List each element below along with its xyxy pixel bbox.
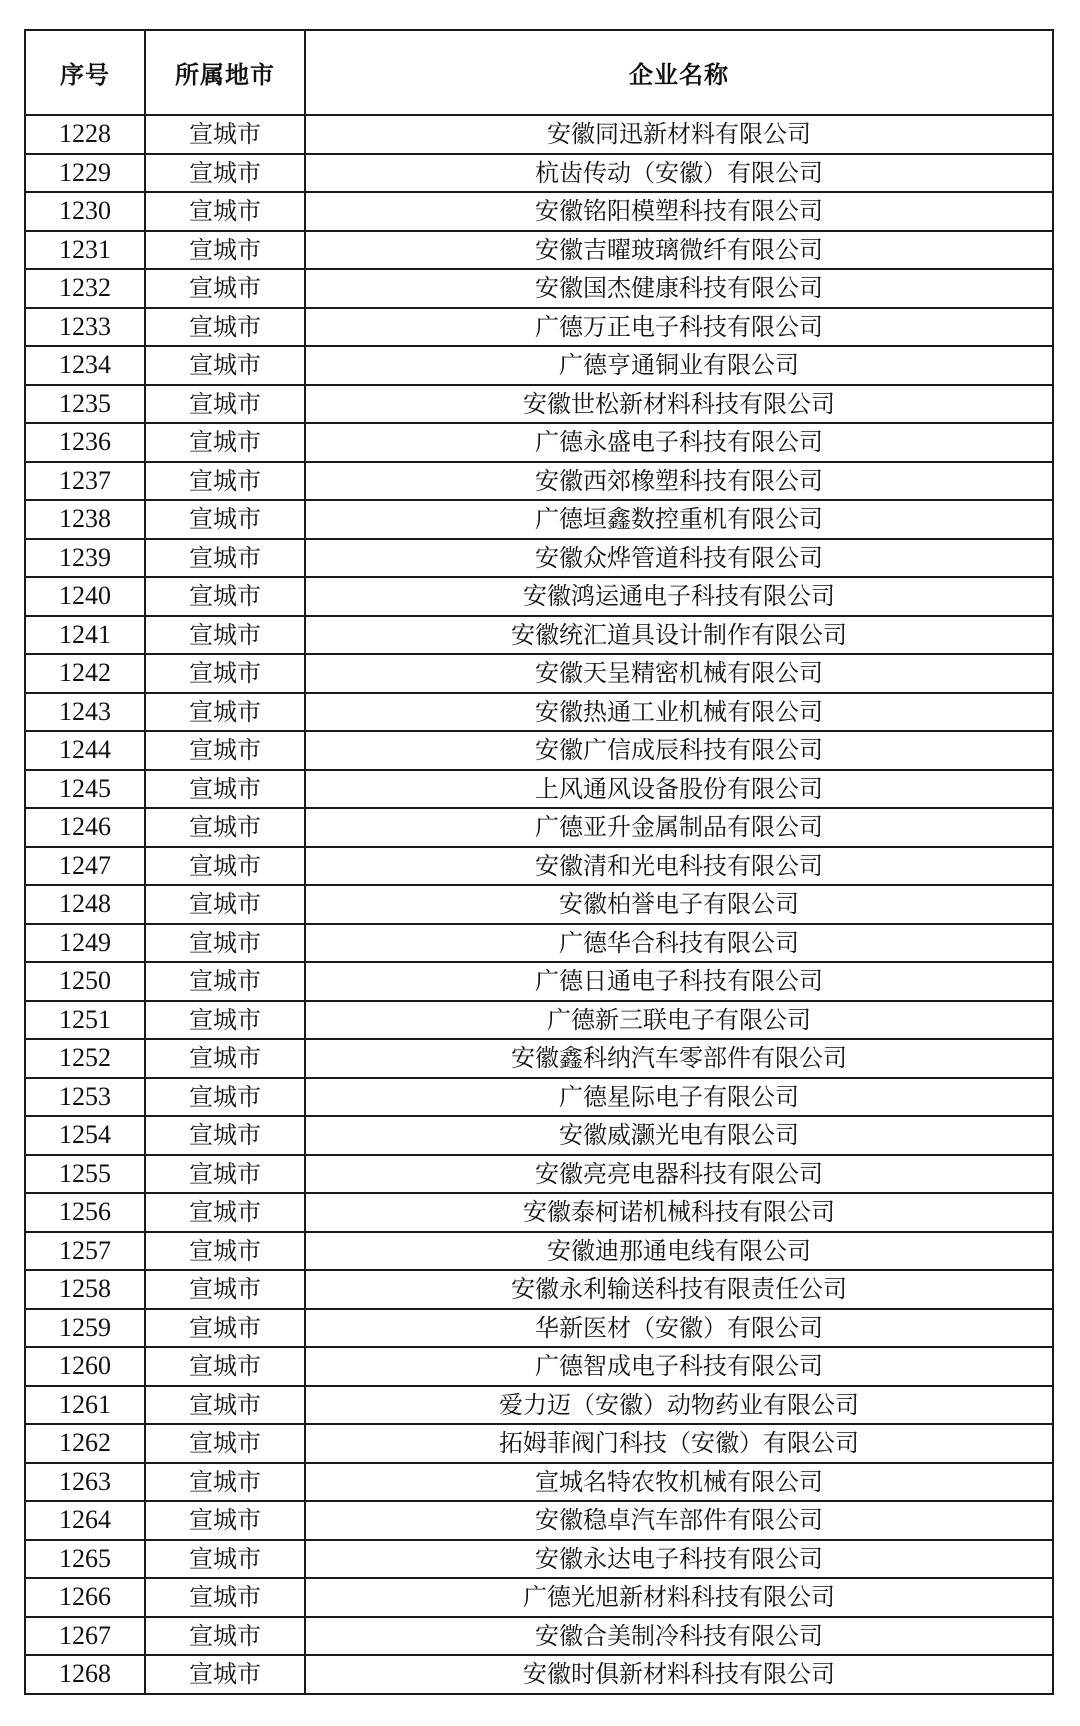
cell-city: 宣城市 xyxy=(145,847,305,886)
table-row xyxy=(25,115,1053,154)
cell-company-name: 安徽国杰健康科技有限公司 xyxy=(305,269,1053,308)
cell-serial-number: 1256 xyxy=(25,1193,145,1232)
cell-city: 宣城市 xyxy=(145,1193,305,1232)
cell-city: 宣城市 xyxy=(145,924,305,963)
cell-city: 宣城市 xyxy=(145,115,305,154)
cell-city: 宣城市 xyxy=(145,654,305,693)
cell-city: 宣城市 xyxy=(145,1155,305,1194)
table-row xyxy=(25,539,1053,578)
table-header xyxy=(25,30,1053,115)
cell-company-name: 广德光旭新材料科技有限公司 xyxy=(305,1578,1053,1617)
cell-company-name: 宣城名特农牧机械有限公司 xyxy=(305,1463,1053,1502)
cell-company-name: 安徽天呈精密机械有限公司 xyxy=(305,654,1053,693)
cell-serial-number: 1233 xyxy=(25,308,145,347)
cell-company-name: 安徽热通工业机械有限公司 xyxy=(305,693,1053,732)
table-row xyxy=(25,1309,1053,1348)
cell-serial-number: 1246 xyxy=(25,808,145,847)
table-row xyxy=(25,1424,1053,1463)
table-row xyxy=(25,731,1053,770)
cell-city: 宣城市 xyxy=(145,346,305,385)
cell-city: 宣城市 xyxy=(145,539,305,578)
table-row xyxy=(25,1617,1053,1656)
cell-city: 宣城市 xyxy=(145,770,305,809)
table-row xyxy=(25,924,1053,963)
cell-company-name: 安徽时俱新材料科技有限公司 xyxy=(305,1655,1053,1694)
cell-city: 宣城市 xyxy=(145,1501,305,1540)
cell-company-name: 爱力迈（安徽）动物药业有限公司 xyxy=(305,1386,1053,1425)
table-row xyxy=(25,962,1053,1001)
cell-company-name: 安徽威灏光电有限公司 xyxy=(305,1116,1053,1155)
cell-company-name: 上风通风设备股份有限公司 xyxy=(305,770,1053,809)
cell-city: 宣城市 xyxy=(145,1039,305,1078)
cell-serial-number: 1245 xyxy=(25,770,145,809)
cell-serial-number: 1258 xyxy=(25,1270,145,1309)
cell-city: 宣城市 xyxy=(145,1578,305,1617)
table-row xyxy=(25,616,1053,655)
table-row xyxy=(25,1501,1053,1540)
cell-city: 宣城市 xyxy=(145,1309,305,1348)
cell-company-name: 安徽清和光电科技有限公司 xyxy=(305,847,1053,886)
cell-company-name: 安徽合美制冷科技有限公司 xyxy=(305,1617,1053,1656)
table-row xyxy=(25,1270,1053,1309)
cell-company-name: 广德新三联电子有限公司 xyxy=(305,1001,1053,1040)
cell-serial-number: 1238 xyxy=(25,500,145,539)
table-row xyxy=(25,1078,1053,1117)
cell-serial-number: 1251 xyxy=(25,1001,145,1040)
cell-city: 宣城市 xyxy=(145,385,305,424)
table-row xyxy=(25,154,1053,193)
cell-city: 宣城市 xyxy=(145,885,305,924)
cell-serial-number: 1248 xyxy=(25,885,145,924)
cell-company-name: 安徽鸿运通电子科技有限公司 xyxy=(305,577,1053,616)
table-row xyxy=(25,500,1053,539)
cell-company-name: 华新医材（安徽）有限公司 xyxy=(305,1309,1053,1348)
cell-company-name: 安徽亮亮电器科技有限公司 xyxy=(305,1155,1053,1194)
cell-serial-number: 1250 xyxy=(25,962,145,1001)
cell-city: 宣城市 xyxy=(145,1540,305,1579)
cell-serial-number: 1240 xyxy=(25,577,145,616)
cell-city: 宣城市 xyxy=(145,693,305,732)
cell-serial-number: 1253 xyxy=(25,1078,145,1117)
cell-serial-number: 1261 xyxy=(25,1386,145,1425)
table-row xyxy=(25,1386,1053,1425)
cell-city: 宣城市 xyxy=(145,1347,305,1386)
cell-company-name: 广德亨通铜业有限公司 xyxy=(305,346,1053,385)
cell-city: 宣城市 xyxy=(145,731,305,770)
cell-city: 宣城市 xyxy=(145,1001,305,1040)
table-row xyxy=(25,1039,1053,1078)
table-row xyxy=(25,1655,1053,1694)
cell-city: 宣城市 xyxy=(145,1078,305,1117)
cell-city: 宣城市 xyxy=(145,1463,305,1502)
cell-company-name: 广德亚升金属制品有限公司 xyxy=(305,808,1053,847)
cell-serial-number: 1235 xyxy=(25,385,145,424)
cell-company-name: 安徽柏誉电子有限公司 xyxy=(305,885,1053,924)
cell-company-name: 广德星际电子有限公司 xyxy=(305,1078,1053,1117)
cell-company-name: 安徽众烨管道科技有限公司 xyxy=(305,539,1053,578)
cell-city: 宣城市 xyxy=(145,808,305,847)
cell-city: 宣城市 xyxy=(145,192,305,231)
enterprise-list-table xyxy=(24,29,1054,1695)
cell-serial-number: 1264 xyxy=(25,1501,145,1540)
table-row xyxy=(25,847,1053,886)
header-serial-number: 序号 xyxy=(25,30,145,115)
table-row xyxy=(25,462,1053,501)
cell-company-name: 广德智成电子科技有限公司 xyxy=(305,1347,1053,1386)
cell-company-name: 安徽广信成辰科技有限公司 xyxy=(305,731,1053,770)
cell-serial-number: 1230 xyxy=(25,192,145,231)
table-row xyxy=(25,654,1053,693)
cell-company-name: 广德垣鑫数控重机有限公司 xyxy=(305,500,1053,539)
cell-serial-number: 1232 xyxy=(25,269,145,308)
cell-company-name: 安徽铭阳模塑科技有限公司 xyxy=(305,192,1053,231)
cell-serial-number: 1241 xyxy=(25,616,145,655)
cell-city: 宣城市 xyxy=(145,1232,305,1271)
cell-city: 宣城市 xyxy=(145,1655,305,1694)
cell-serial-number: 1239 xyxy=(25,539,145,578)
table-row xyxy=(25,192,1053,231)
cell-serial-number: 1268 xyxy=(25,1655,145,1694)
cell-serial-number: 1260 xyxy=(25,1347,145,1386)
cell-city: 宣城市 xyxy=(145,1386,305,1425)
cell-serial-number: 1243 xyxy=(25,693,145,732)
cell-city: 宣城市 xyxy=(145,308,305,347)
cell-city: 宣城市 xyxy=(145,423,305,462)
cell-serial-number: 1254 xyxy=(25,1116,145,1155)
cell-city: 宣城市 xyxy=(145,616,305,655)
table-row xyxy=(25,577,1053,616)
table-row xyxy=(25,1540,1053,1579)
cell-company-name: 安徽迪那通电线有限公司 xyxy=(305,1232,1053,1271)
cell-city: 宣城市 xyxy=(145,1617,305,1656)
cell-company-name: 杭齿传动（安徽）有限公司 xyxy=(305,154,1053,193)
cell-company-name: 安徽世松新材料科技有限公司 xyxy=(305,385,1053,424)
cell-city: 宣城市 xyxy=(145,1116,305,1155)
cell-city: 宣城市 xyxy=(145,154,305,193)
cell-serial-number: 1242 xyxy=(25,654,145,693)
cell-city: 宣城市 xyxy=(145,500,305,539)
cell-city: 宣城市 xyxy=(145,1270,305,1309)
table-row xyxy=(25,693,1053,732)
cell-serial-number: 1259 xyxy=(25,1309,145,1348)
cell-company-name: 安徽西郊橡塑科技有限公司 xyxy=(305,462,1053,501)
cell-serial-number: 1255 xyxy=(25,1155,145,1194)
table-row xyxy=(25,231,1053,270)
header-company-name: 企业名称 xyxy=(305,30,1053,115)
cell-company-name: 安徽泰柯诺机械科技有限公司 xyxy=(305,1193,1053,1232)
table-row xyxy=(25,423,1053,462)
table-row xyxy=(25,1463,1053,1502)
cell-company-name: 安徽稳卓汽车部件有限公司 xyxy=(305,1501,1053,1540)
cell-city: 宣城市 xyxy=(145,1424,305,1463)
table-body xyxy=(25,115,1053,1694)
cell-serial-number: 1244 xyxy=(25,731,145,770)
cell-city: 宣城市 xyxy=(145,462,305,501)
cell-serial-number: 1247 xyxy=(25,847,145,886)
table-row xyxy=(25,385,1053,424)
cell-company-name: 广德永盛电子科技有限公司 xyxy=(305,423,1053,462)
table-row xyxy=(25,1116,1053,1155)
table-row xyxy=(25,1347,1053,1386)
cell-serial-number: 1229 xyxy=(25,154,145,193)
table-row xyxy=(25,1193,1053,1232)
cell-company-name: 安徽鑫科纳汽车零部件有限公司 xyxy=(305,1039,1053,1078)
table-row xyxy=(25,346,1053,385)
cell-company-name: 拓姆菲阀门科技（安徽）有限公司 xyxy=(305,1424,1053,1463)
cell-company-name: 广德日通电子科技有限公司 xyxy=(305,962,1053,1001)
table-row xyxy=(25,1001,1053,1040)
cell-serial-number: 1257 xyxy=(25,1232,145,1271)
cell-company-name: 安徽吉曜玻璃微纤有限公司 xyxy=(305,231,1053,270)
header-city: 所属地市 xyxy=(145,30,305,115)
table-row xyxy=(25,1578,1053,1617)
table-row xyxy=(25,1155,1053,1194)
cell-serial-number: 1249 xyxy=(25,924,145,963)
table-row xyxy=(25,885,1053,924)
cell-city: 宣城市 xyxy=(145,231,305,270)
cell-city: 宣城市 xyxy=(145,962,305,1001)
cell-serial-number: 1237 xyxy=(25,462,145,501)
table-row xyxy=(25,808,1053,847)
cell-company-name: 广德华合科技有限公司 xyxy=(305,924,1053,963)
cell-serial-number: 1231 xyxy=(25,231,145,270)
table-row xyxy=(25,770,1053,809)
cell-serial-number: 1265 xyxy=(25,1540,145,1579)
cell-serial-number: 1234 xyxy=(25,346,145,385)
cell-serial-number: 1262 xyxy=(25,1424,145,1463)
cell-city: 宣城市 xyxy=(145,269,305,308)
cell-company-name: 广德万正电子科技有限公司 xyxy=(305,308,1053,347)
cell-serial-number: 1266 xyxy=(25,1578,145,1617)
cell-company-name: 安徽永利输送科技有限责任公司 xyxy=(305,1270,1053,1309)
cell-serial-number: 1267 xyxy=(25,1617,145,1656)
cell-company-name: 安徽永达电子科技有限公司 xyxy=(305,1540,1053,1579)
cell-serial-number: 1263 xyxy=(25,1463,145,1502)
table-row xyxy=(25,308,1053,347)
cell-company-name: 安徽同迅新材料有限公司 xyxy=(305,115,1053,154)
cell-serial-number: 1252 xyxy=(25,1039,145,1078)
cell-serial-number: 1228 xyxy=(25,115,145,154)
table-row xyxy=(25,1232,1053,1271)
cell-company-name: 安徽统汇道具设计制作有限公司 xyxy=(305,616,1053,655)
header-row xyxy=(25,30,1053,115)
cell-city: 宣城市 xyxy=(145,577,305,616)
cell-serial-number: 1236 xyxy=(25,423,145,462)
table-row xyxy=(25,269,1053,308)
